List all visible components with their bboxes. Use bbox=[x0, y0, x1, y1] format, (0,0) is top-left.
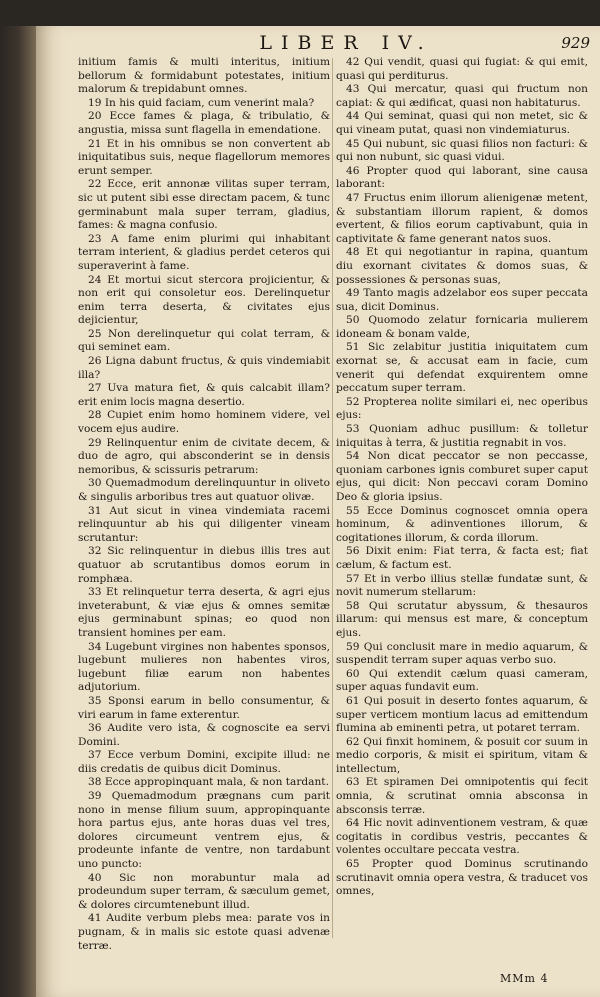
verse: 55 Ecce Dominus cognoscet omnia opera hominum, & adinventiones illorum, & cogitationes illorum, & corda illorum. bbox=[336, 504, 588, 544]
verse: 49 Tanto magis adzelabor eos super peccata sua, dicit Dominus. bbox=[336, 287, 588, 313]
verse: 43 Qui mercatur, quasi qui fructum non capiat: & qui ædificat, quasi non habitaturus. bbox=[336, 83, 588, 109]
verse: 22 Ecce, erit annonæ vilitas super terram, sic ut putent sibi esse directam pacem, & tunc germinabunt mala super terram, gladius, fames: & magna confusio. bbox=[78, 178, 330, 232]
verse: 29 Relinquentur enim de civitate decem, & duo de agro, qui absconderint se in densis nemoribus, & scissuris petrarum: bbox=[78, 436, 330, 476]
verse: 32 Sic relinquentur in diebus illis tres aut quatuor ab scrutantibus domos eorum in romphæa. bbox=[78, 545, 330, 585]
column-divider bbox=[332, 58, 333, 938]
verse: initium famis & multi interitus, initium bellorum & formidabunt potestates, initium malorum & trepidabunt omnes. bbox=[78, 56, 330, 96]
verse: 51 Sic zelabitur justitia iniquitatem cum exornat se, & accusat eam in facie, cum venerit qui defendat exquirentem omne peccatum super terram. bbox=[336, 341, 588, 395]
verse: 44 Qui seminat, quasi qui non metet, sic & qui vineam putat, quasi non vindemiaturus. bbox=[336, 110, 588, 136]
running-head bbox=[36, 30, 600, 56]
verse: 45 Qui nubunt, sic quasi filios non facturi: & qui non nubunt, sic quasi vidui. bbox=[336, 137, 588, 164]
verse: 64 Hic novit adinventionem vestram, & quæ cogitatis in cordibus vestris, peccantes & volentes occultare peccata vestra. bbox=[336, 817, 588, 857]
verse: 54 Non dicat peccator se non peccasse, quoniam carbones ignis comburet super caput ejus, qui dicit: Non peccavi coram Domino Deo & gloria ipsius. bbox=[336, 450, 588, 503]
verse: 26 Ligna dabunt fructus, & quis vindemiabit illa? bbox=[78, 355, 330, 381]
verse: 63 Et spiramen Dei omnipotentis qui fecit omnia, & scrutinat omnia absconsa in absconsis terræ. bbox=[336, 776, 588, 816]
verse: 24 Et mortui sicut stercora projicientur, & non erit qui consoletur eos. Derelinquetur enim terra deserta, & civitates ejus dejicientur, bbox=[78, 273, 330, 327]
verse: 59 Qui conclusit mare in medio aquarum, & suspendit terram super aquas verbo suo. bbox=[336, 640, 588, 667]
verse: 60 Qui extendit cælum quasi cameram, super aquas fundavit eum. bbox=[336, 667, 588, 694]
verse: 57 Et in verbo illius stellæ fundatæ sunt, & novit numerum stellarum: bbox=[336, 572, 588, 599]
left-column bbox=[78, 56, 330, 956]
verse: 53 Quoniam adhuc pusillum: & tolletur iniquitas à terra, & justitia regnabit in vos. bbox=[336, 423, 588, 449]
verse: 46 Propter quod qui laborant, sine causa laborant: bbox=[336, 164, 588, 191]
verse: 41 Audite verbum plebs mea: parate vos in pugnam, & in malis sic estote quasi advenæ terræ. bbox=[78, 912, 330, 952]
verse: 21 Et in his omnibus se non convertent ab iniquitatibus suis, neque flagellorum memores erunt semper. bbox=[78, 137, 330, 177]
verse: 34 Lugebunt virgines non habentes sponsos, lugebunt mulieres non habentes viros, lugebunt filiæ earum non habentes adjutorium. bbox=[78, 640, 330, 694]
verse: 58 Qui scrutatur abyssum, & thesauros illarum: qui mensus est mare, & conceptum ejus. bbox=[336, 599, 588, 639]
verse: 42 Qui vendit, quasi qui fugiat: & qui emit, quasi qui perditurus. bbox=[336, 56, 588, 82]
running-title: LIBER IV. bbox=[259, 32, 433, 54]
verse: 36 Audite vero ista, & cognoscite ea servi Domini. bbox=[78, 722, 330, 748]
verse: 39 Quemadmodum prægnans cum parit nono in mense filium suum, appropinquante hora partus ejus, ante horas duas vel tres, dolores circumeunt ventrem ejus, & prodeunte infante de ventre, non tardabunt uno puncto: bbox=[78, 790, 330, 871]
verse: 30 Quemadmodum derelinquuntur in oliveto & singulis arboribus tres aut quatuor olivæ. bbox=[78, 477, 330, 503]
verse: 23 A fame enim plurimi qui inhabitant terram interient, & gladius perdet ceteros qui superaverint à fame. bbox=[78, 232, 330, 272]
verse: 50 Quomodo zelatur fornicaria mulierem idoneam & bonam valde, bbox=[336, 314, 588, 340]
verse: 20 Ecce fames & plaga, & tribulatio, & angustia, missa sunt flagella in emendatione. bbox=[78, 110, 330, 136]
verse: 33 Et relinquetur terra deserta, & agri ejus inveterabunt, & viæ ejus & omnes semitæ ejus germinabunt spinas; eo quod non transient homines per eam. bbox=[78, 586, 330, 639]
verse: 61 Qui posuit in deserto fontes aquarum, & super verticem montium lacus ad emittendum flumina ab eminenti petra, ut potaret terram. bbox=[336, 694, 588, 735]
binding-gutter bbox=[0, 26, 36, 997]
verse: 38 Ecce appropinquant mala, & non tardant. bbox=[88, 776, 329, 789]
verse: 19 In his quid faciam, cum venerint mala? bbox=[88, 96, 315, 109]
verse: 37 Ecce verbum Domini, excipite illud: ne diis credatis de quibus dicit Dominus. bbox=[78, 749, 330, 775]
verse: 47 Fructus enim illorum alienigenæ metent, & substantiam illorum rapient, & domos evertent, & filios eorum captivabunt, quia in captivitate & fame generant natos suos. bbox=[336, 191, 588, 245]
page-number: 929 bbox=[561, 34, 590, 52]
verse: 28 Cupiet enim homo hominem videre, vel vocem ejus audire. bbox=[78, 409, 330, 436]
verse: 48 Et qui negotiantur in rapina, quantum diu exornant civitates & domos suas, & possessiones & personas suas, bbox=[336, 246, 588, 286]
verse: 25 Non derelinquetur qui colat terram, & qui seminet eam. bbox=[78, 327, 330, 354]
verse: 31 Aut sicut in vinea vindemiata racemi relinquuntur ab his qui diligenter vineam scrutantur: bbox=[78, 504, 330, 544]
right-column bbox=[336, 56, 588, 956]
printer-signature: MMm 4 bbox=[500, 972, 549, 985]
verse: 40 Sic non morabuntur mala ad prodeundum super terram, & sæculum gemet, & dolores circumtenebunt illud. bbox=[78, 871, 330, 911]
verse: 62 Qui finxit hominem, & posuit cor suum in medio corporis, & misit ei spiritum, vitam & intellectum, bbox=[336, 735, 588, 775]
verse: 35 Sponsi earum in bello consumentur, & viri earum in fame exterentur. bbox=[78, 694, 330, 721]
verse: 65 Propter quod Dominus scrutinando scrutinavit omnia opera vestra, & traducet vos omnes, bbox=[336, 858, 588, 898]
verse: 56 Dixit enim: Fiat terra, & facta est; fiat cælum, & factum est. bbox=[336, 545, 588, 571]
verse: 52 Propterea nolite similari ei, nec operibus ejus: bbox=[336, 395, 588, 422]
verse: 27 Uva matura fiet, & quis calcabit illam? erit enim locis magna desertio. bbox=[78, 382, 330, 408]
